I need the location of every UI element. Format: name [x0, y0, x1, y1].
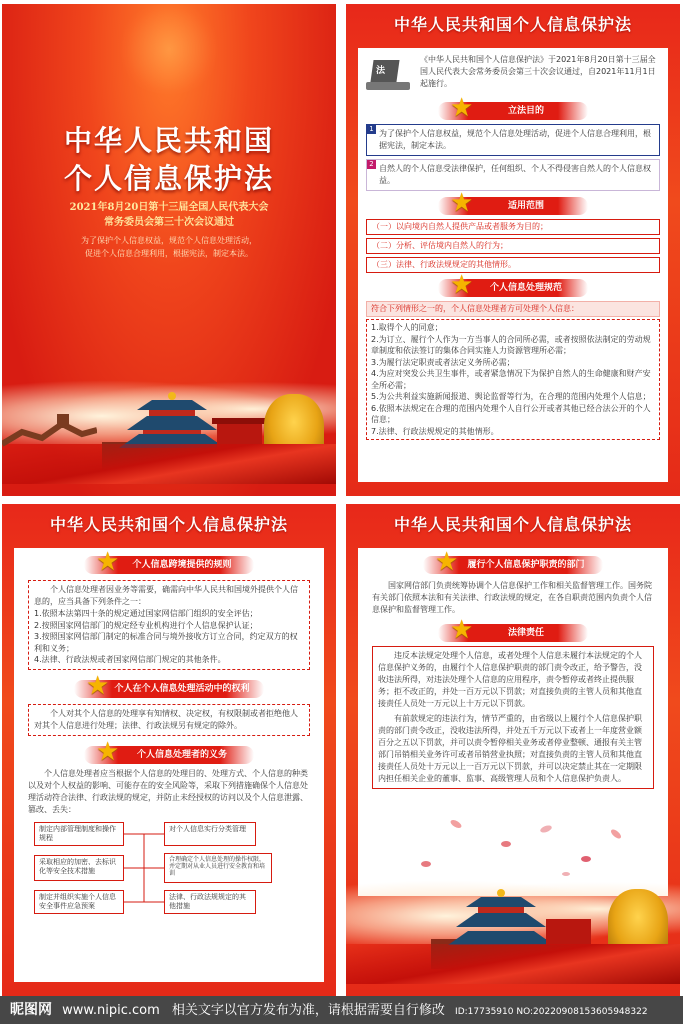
list-item: 4.法律、行政法规或者国家网信部门规定的其他条件。 [34, 655, 226, 664]
panel-departments-liability [346, 504, 680, 996]
list-item: 3.按照国家网信部门制定的标准合同与境外接收方订立合同，约定双方的权利和义务； [34, 632, 298, 653]
red-ribbon-decoration [2, 444, 336, 484]
flow-box-right-2: 合理确定个人信息处理的操作权限，并定期对从业人员进行安全教育和培训 [164, 853, 272, 883]
list-item: 4.为应对突发公共卫生事件，或者紧急情况下为保护自然人的生命健康和财产安全所必需； [371, 369, 651, 390]
cover-subtitle-line2: 常务委员会第三十次会议通过 [104, 217, 234, 228]
panel2-content [358, 48, 668, 482]
section-title-cross-border [84, 547, 254, 577]
cover-subtitle [2, 200, 336, 230]
purpose-number-2: 2 [367, 160, 376, 169]
flow-box-left-3: 制定并组织实施个人信息安全事件应急预案 [34, 890, 124, 914]
scope-item-2 [366, 238, 660, 254]
cover-description [2, 234, 336, 260]
scope-text: （一）以向境内自然人提供产品或者服务为目的； [372, 222, 548, 231]
purpose-number-1: 1 [367, 125, 376, 134]
list-item: 1.取得个人的同意； [371, 323, 443, 332]
watermark-id: ID:17735910 NO:20220908153605948322 [455, 1007, 648, 1017]
law-badge: 法 [376, 66, 386, 76]
purpose-text-1: 为了保护个人信息权益，规范个人信息处理活动，促进个人信息合理利用，根据宪法，制定本法。 [379, 129, 651, 150]
gavel-book-icon [366, 54, 414, 94]
list-item: 2.为订立、履行个人作为一方当事人的合同所必需，或者按照依法制定的劳动规章制度和依法签订的集体合同实施人力资源管理所必需； [371, 334, 651, 355]
watermark-bar [0, 996, 683, 1024]
cross-border-lead: 个人信息处理者因业务等需要，确需向中华人民共和国境外提供个人信息的，应当具备下列条件之一： [34, 585, 298, 606]
star-icon: ★ [450, 270, 474, 300]
obligations-flowchart [24, 820, 314, 920]
red-ribbon-decoration [346, 944, 680, 984]
section-title-text: 个人信息处理者的义务 [136, 749, 227, 760]
scope-item-1 [366, 219, 660, 235]
panel-purpose-scope [346, 4, 680, 496]
rules-list [366, 319, 660, 440]
cover-title [2, 122, 336, 198]
panel3-header: 中华人民共和国个人信息保护法 [49, 515, 288, 534]
watermark-logo: 昵图网 [10, 1002, 52, 1018]
national-emblem-icon [114, 4, 224, 94]
star-icon: ★ [450, 188, 474, 218]
cover-subtitle-line1: 2021年8月20日第十三届全国人民代表大会 [69, 202, 269, 213]
section-title-rules [438, 270, 588, 300]
liability-text-2: 有前款规定的违法行为，情节严重的，由省级以上履行个人信息保护职责的部门责令改正，没收违法所得，并处五千万元以下或者上一年度营业额百分之五以下罚款，并可以责令暂停相关业务或者停业整顿、通报有关主管部门吊销相关业务许可或者吊销营业执照；对直接负责的主管人员和其他直接责任人员处十万元以上一百万元以下罚款，并可以决定禁止其在一定期限内担任相关企业的董事、监事、高级管理人员和个人信息保护负责人。 [378, 714, 642, 783]
section-title-text: 个人在个人信息处理活动中的权利 [114, 683, 250, 694]
section-title-departments [423, 547, 603, 577]
section-title-text: 法律责任 [507, 628, 544, 638]
star-icon: ★ [450, 615, 474, 645]
section-title-text: 个人信息处理规范 [489, 283, 562, 293]
watermark-site: www.nipic.com [62, 1003, 160, 1018]
scope-text: （三）法律、行政法规规定的其他情形。 [372, 260, 516, 269]
cover-title-line1: 中华人民共和国 [63, 124, 274, 157]
rights-box [28, 704, 310, 736]
panel4-header: 中华人民共和国个人信息保护法 [393, 515, 632, 534]
petals-decoration [396, 804, 656, 884]
liability-text-1: 违反本法规定处理个人信息，或者处理个人信息未履行本法规定的个人信息保护义务的，由履行个人信息保护职责的部门责令改正，给予警告，没收违法所得，对违法处理个人信息的应用程序，责令暂停或者终止提供服务；拒不改正的，并处一百万元以下罚款；对直接负责的主管人员和其他直接责任人员处一万元以上十万元以下罚款。 [378, 651, 642, 708]
liability-box [372, 646, 654, 789]
section-title-text: 履行个人信息保护职责的部门 [467, 560, 585, 570]
section-title-text: 适用范围 [507, 201, 544, 211]
star-icon: ★ [96, 736, 120, 767]
star-icon: ★ [450, 93, 474, 123]
flow-box-right-1: 对个人信息实行分类管理 [164, 822, 256, 846]
list-item: 5.为公共利益实施新闻报道、舆论监督等行为，在合理的范围内处理个人信息； [371, 392, 651, 401]
section-title-text: 立法目的 [507, 106, 544, 116]
section-title-purpose [438, 93, 588, 123]
cover-title-line2: 个人信息保护法 [63, 162, 274, 195]
section-title-liability [438, 615, 588, 645]
law-intro-text: 《中华人民共和国个人信息保护法》于2021年8月20日第十三届全国人民代表大会常务委员会第三十次会议通过，自2021年11月1日起施行。 [420, 55, 656, 88]
purpose-item-1 [366, 124, 660, 156]
rule-lead [366, 301, 660, 317]
list-item: 3.为履行法定职责或者法定义务所必需； [371, 357, 515, 367]
purpose-text-2: 自然人的个人信息受法律保护，任何组织、个人不得侵害自然人的个人信息权益。 [379, 164, 651, 185]
flow-box-left-1: 制定内部管理制度和操作规程 [34, 822, 124, 846]
cover-desc-line1: 为了保护个人信息权益，规范个人信息处理活动， [81, 236, 257, 245]
obligations-text: 个人信息处理者应当根据个人信息的处理目的、处理方式、个人信息的种类以及对个人权益的影响、可能存在的安全风险等，采取下列措施确保个人信息处理活动符合法律、行政法规的规定，并防止未经授权的访问以及个人信息泄露、篡改、丢失： [28, 768, 308, 814]
departments-text: 国家网信部门负责统筹协调个人信息保护工作和相关监督管理工作。国务院有关部门依照本法和有关法律、行政法规的规定，在各自职责范围内负责个人信息保护和监督管理工作。 [372, 581, 652, 614]
flow-box-left-2: 采取相应的加密、去标识化等安全技术措施 [34, 855, 124, 881]
cover-panel [2, 4, 336, 496]
panel3-content [14, 548, 324, 982]
list-item: 6.依照本法规定在合理的范围内处理个人自行公开或者其他已经合法公开的个人信息； [371, 403, 651, 424]
rights-text: 个人对其个人信息的处理享有知情权、决定权，有权限制或者拒绝他人对其个人信息进行处理；法律、行政法规另有规定的除外。 [34, 708, 298, 730]
section-title-scope [438, 188, 588, 218]
rule-lead-text: 符合下列情形之一的，个人信息处理者方可处理个人信息： [371, 304, 579, 313]
star-icon: ★ [86, 670, 110, 701]
section-title-rights [74, 670, 264, 701]
cover-desc-line2: 促进个人信息合理利用，根据宪法，制定本法。 [85, 249, 253, 258]
cross-border-box [28, 580, 310, 670]
purpose-item-2 [366, 159, 660, 191]
scope-item-3 [366, 257, 660, 273]
list-item: 7.法律、行政法规规定的其他情形。 [371, 426, 499, 436]
watermark-note: 相关文字以官方发布为准，请根据需要自行修改 [171, 1003, 445, 1018]
panel2-header: 中华人民共和国个人信息保护法 [393, 15, 632, 34]
section-title-obligations [84, 736, 254, 767]
list-item: 1.依照本法第四十条的规定通过国家网信部门组织的安全评估； [34, 609, 258, 618]
star-icon: ★ [435, 547, 459, 577]
panel-cross-border-rights [2, 504, 336, 996]
star-icon: ★ [96, 547, 120, 577]
scope-text: （二）分析、评估境内自然人的行为； [372, 241, 508, 250]
section-title-text: 个人信息跨境提供的规则 [132, 560, 232, 570]
flow-box-right-3: 法律、行政法规规定的其他措施 [164, 890, 256, 914]
list-item: 2.按照国家网信部门的规定经专业机构进行个人信息保护认证； [34, 620, 258, 630]
